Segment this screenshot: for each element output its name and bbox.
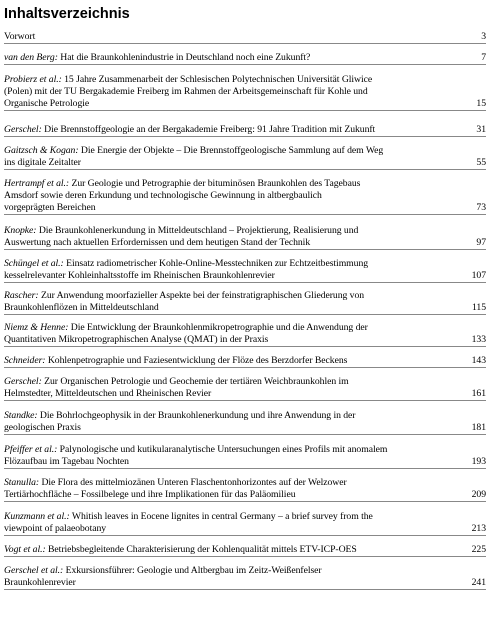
toc-entry[interactable] xyxy=(4,565,486,590)
toc-entry[interactable] xyxy=(4,258,486,283)
toc-page-number: 73 xyxy=(476,202,486,213)
toc-page-number: 143 xyxy=(471,355,486,366)
toc-entry-title-line: Die Braunkohlenerkundung in Mitteldeutschland – Projektierung, Realisierung und xyxy=(36,225,359,236)
toc-entry-author: Gerschel: xyxy=(4,376,42,387)
toc-page-number: 181 xyxy=(471,422,486,433)
toc-entry-author: Niemz & Henne: xyxy=(4,322,69,333)
toc-entry-title-line: Die Flora des mittelmiozänen Unteren Flaschentonhorizontes auf der Welzower xyxy=(39,477,347,488)
toc-entry-title-line: Exkursionsführer: Geologie und Altbergbau im Zeitz-Weißenfelser xyxy=(63,565,322,576)
toc-entry[interactable] xyxy=(4,124,486,137)
toc-entry-author: Schüngel et al.: xyxy=(4,258,64,269)
toc-entry[interactable] xyxy=(4,178,486,215)
toc-entry-title-line: Whitish leaves in Eocene lignites in central Germany – a brief survey from the xyxy=(69,511,373,522)
toc-entry-title-line: Zur Anwendung moorfazieller Aspekte bei der feinstratigraphischen Gliederung von xyxy=(38,290,365,301)
toc-entry-title-line: Die Brennstoffgeologie an der Bergakademie Freiberg: 91 Jahre Tradition mit Zukunft xyxy=(41,124,376,135)
toc-page-number: 3 xyxy=(481,31,486,42)
toc-entry[interactable] xyxy=(4,145,486,170)
toc-entry[interactable] xyxy=(4,52,486,65)
toc-entry-text xyxy=(4,322,486,346)
toc-entry-title-line: Amsdorf sowie deren Erkundung und technologische Gewinnung in altbergbaulich xyxy=(4,190,322,201)
toc-entry-title-line: Braunkohlenrevier xyxy=(4,577,76,588)
toc-entry-title-line: Auswertung nach aktuellen Erfordernissen und dem heutigen Stand der Technik xyxy=(4,237,311,248)
toc-page-number: 31 xyxy=(476,124,486,135)
toc-entry-title-line: Vorwort xyxy=(4,31,36,42)
toc-entry-title-line: ins digitale Zeitalter xyxy=(4,157,81,168)
toc-entry-text xyxy=(4,355,486,367)
toc-entry-text xyxy=(4,225,486,249)
toc-entry-text xyxy=(4,565,486,589)
toc-entry-title-line: kesselrelevanter Kohleinhaltsstoffe im Rheinischen Braunkohlenrevier xyxy=(4,270,275,281)
toc-entry[interactable] xyxy=(4,444,486,469)
toc-entry-text xyxy=(4,258,486,282)
toc-entry[interactable] xyxy=(4,410,486,435)
toc-page-number: 15 xyxy=(476,98,486,109)
toc-entry-text xyxy=(4,410,486,434)
toc-entry-title-line: geologischen Praxis xyxy=(4,422,81,433)
toc-entry-title-line: Braunkohlenflözen in Mitteldeutschland xyxy=(4,302,159,313)
toc-page-number: 107 xyxy=(471,270,486,281)
toc-page-number: 97 xyxy=(476,237,486,248)
toc-entry-author: Gaitzsch & Kogan: xyxy=(4,145,79,156)
toc-entry-author: Vogt et al.: xyxy=(4,544,46,555)
toc-entry-text xyxy=(4,544,486,556)
toc-entry[interactable] xyxy=(4,355,486,368)
toc-entry[interactable] xyxy=(4,376,486,401)
toc-entry-title-line: Kohlenpetrographie und Faziesentwicklung der Flöze des Berzdorfer Beckens xyxy=(45,355,348,366)
toc-page-number: 115 xyxy=(471,302,486,313)
toc-entry-title-line: Palynologische und kutikularanalytische Untersuchungen eines Profils mit anomalem xyxy=(57,444,388,455)
toc-entry-author: Standke: xyxy=(4,410,38,421)
toc-entry-title-line: vorgeprägten Bereichen xyxy=(4,202,96,213)
toc-entry-author: Pfeiffer et al.: xyxy=(4,444,58,455)
toc-entry-text xyxy=(4,52,486,64)
toc-entry-title-line: Hat die Braunkohlenindustrie in Deutschland noch eine Zukunft? xyxy=(57,52,311,63)
toc-entry-author: Kunzmann et al.: xyxy=(4,511,70,522)
toc-entry-title-line: Die Energie der Objekte – Die Brennstoffgeologische Sammlung auf dem Weg xyxy=(78,145,384,156)
toc-entry-title-line: Die Bohrlochgeophysik in der Braunkohlenerkundung und ihre Anwendung in der xyxy=(37,410,356,421)
toc-entry-author: Knopke: xyxy=(4,225,37,236)
toc-entry-text xyxy=(4,31,486,43)
toc-entry-author: Schneider: xyxy=(4,355,46,366)
toc-entry-title-line: (Polen) mit der TU Bergakademie Freiberg im Rahmen der Arbeitsgemeinschaft für Kohle und xyxy=(4,86,368,97)
toc-page-number: 193 xyxy=(471,456,486,467)
toc-page-number: 209 xyxy=(471,489,486,500)
toc-entry-author: Probierz et al.: xyxy=(4,74,62,85)
toc-entry-title-line: Zur Geologie und Petrographie der bituminösen Braunkohlen des Tagebaus xyxy=(69,178,361,189)
toc-entry-title-line: Flözaufbau im Tagebau Nochten xyxy=(4,456,129,467)
toc-entry-title-line: Betriebsbegleitende Charakterisierung der Kohlenqualität mittels ETV-ICP-OES xyxy=(45,544,357,555)
toc-entry-author: Gerschel: xyxy=(4,124,42,135)
toc-entry-title-line: 15 Jahre Zusammenarbeit der Schlesischen Polytechnischen Universität Gliwice xyxy=(61,74,373,85)
toc-entry-title-line: Helmstedter, Mitteldeutschen und Rheinischen Revier xyxy=(4,388,212,399)
toc-entry-author: van den Berg: xyxy=(4,52,58,63)
toc-entry[interactable] xyxy=(4,74,486,111)
toc-entry-text xyxy=(4,124,486,136)
toc-entry-author: Rascher: xyxy=(4,290,39,301)
toc-entry-text xyxy=(4,444,486,468)
toc-entry-title-line: viewpoint of palaeobotany xyxy=(4,523,107,534)
toc-entry[interactable] xyxy=(4,511,486,536)
toc-entry-text xyxy=(4,145,486,169)
toc-entry[interactable] xyxy=(4,31,486,44)
toc-entry-text xyxy=(4,376,486,400)
toc-entry-title-line: Zur Organischen Petrologie und Geochemie der tertiären Weichbraunkohlen im xyxy=(41,376,349,387)
toc-page-number: 161 xyxy=(471,388,486,399)
toc-entry-title-line: Organische Petrologie xyxy=(4,98,90,109)
toc-entry-author: Hertrampf et al.: xyxy=(4,178,70,189)
toc-entry[interactable] xyxy=(4,544,486,557)
toc-page-number: 7 xyxy=(481,52,486,63)
toc-entry[interactable] xyxy=(4,322,486,347)
toc-entry-title-line: Quantitativen Mikropetrographischen Analyse (QMAT) in der Praxis xyxy=(4,334,269,345)
toc-page-number: 133 xyxy=(471,334,486,345)
toc-entry-title-line: Tertiärhochfläche – Fossilbelege und ihre Implikationen für das Paläomilieu xyxy=(4,489,296,500)
toc-entry-text xyxy=(4,290,486,314)
toc-entry-text xyxy=(4,511,486,535)
toc-entry[interactable] xyxy=(4,477,486,502)
toc-page-number: 225 xyxy=(471,544,486,555)
toc-entry-text xyxy=(4,178,486,214)
toc-page-number: 241 xyxy=(471,577,486,588)
toc-entry-author: Stanulla: xyxy=(4,477,40,488)
toc-entry-title-line: Einsatz radiometrischer Kohle-Online-Messtechniken zur Echtzeitbestimmung xyxy=(63,258,369,269)
toc-entry-text xyxy=(4,74,486,110)
toc-entry-author: Gerschel et al.: xyxy=(4,565,64,576)
toc-entry[interactable] xyxy=(4,225,486,250)
toc-page-number: 213 xyxy=(471,523,486,534)
toc-page-number: 55 xyxy=(476,157,486,168)
toc-entry-text xyxy=(4,477,486,501)
toc-entry[interactable] xyxy=(4,290,486,315)
page-title: Inhaltsverzeichnis xyxy=(4,6,130,22)
toc-entry-title-line: Die Entwicklung der Braunkohlenmikropetrographie und die Anwendung der xyxy=(68,322,368,333)
